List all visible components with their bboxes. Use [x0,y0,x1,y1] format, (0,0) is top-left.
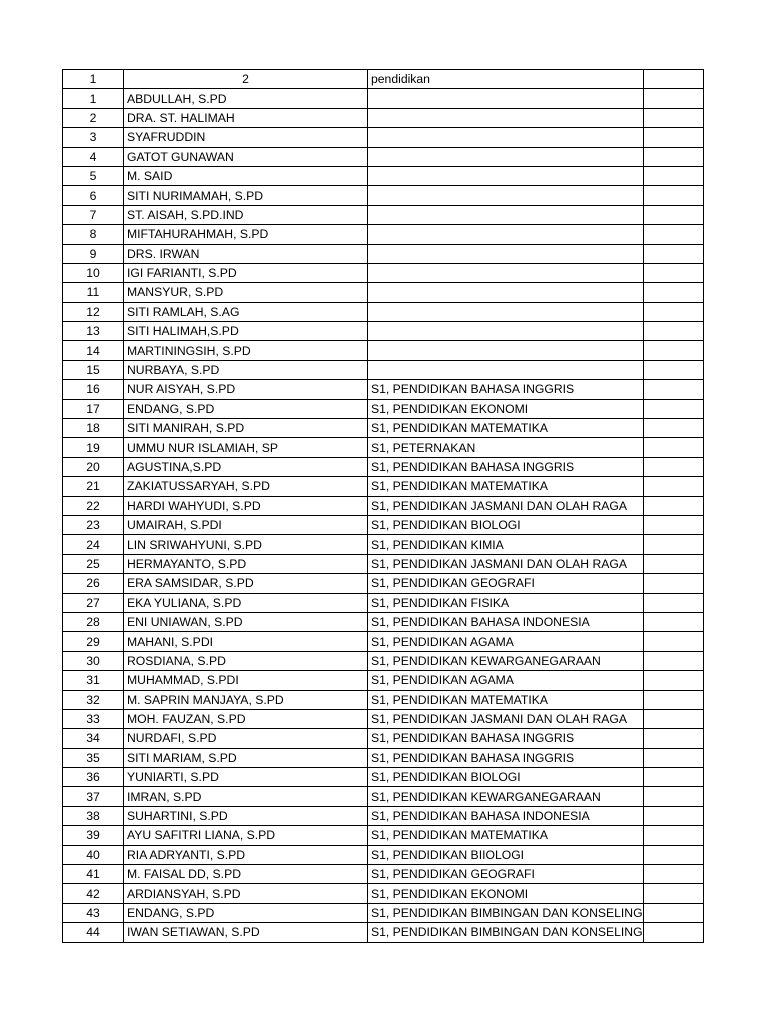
cell-number[interactable]: 35 [63,748,124,767]
cell-education[interactable] [368,322,644,341]
header-cell-education[interactable]: pendidikan [368,70,644,89]
cell-extra[interactable] [643,554,703,573]
table-row [63,147,704,166]
cell-extra[interactable] [643,768,703,787]
table-row [63,845,704,864]
cell-name[interactable]: EKA YULIANA, S.PD [124,593,368,612]
cell-education[interactable] [368,128,644,147]
cell-extra[interactable] [643,244,703,263]
table-row [63,729,704,748]
cell-name[interactable]: IGI FARIANTI, S.PD [124,263,368,282]
cell-number[interactable]: 29 [63,632,124,651]
cell-number[interactable]: 30 [63,651,124,670]
cell-name[interactable]: DRA. ST. HALIMAH [124,108,368,127]
cell-name[interactable]: ST. AISAH, S.PD.IND [124,205,368,224]
cell-number[interactable]: 41 [63,865,124,884]
cell-extra[interactable] [643,283,703,302]
table-row [63,806,704,825]
cell-education[interactable]: S1, PENDIDIKAN GEOGRAFI [368,865,644,884]
cell-extra[interactable] [643,205,703,224]
cell-name[interactable]: M. SAPRIN MANJAYA, S.PD [124,690,368,709]
table-row [63,826,704,845]
cell-number[interactable]: 20 [63,457,124,476]
cell-extra[interactable] [643,128,703,147]
cell-number[interactable]: 37 [63,787,124,806]
cell-education[interactable] [368,186,644,205]
cell-name[interactable]: SITI MARIAM, S.PD [124,748,368,767]
cell-extra[interactable] [643,341,703,360]
cell-name[interactable]: SYAFRUDDIN [124,128,368,147]
cell-education[interactable]: S1, PENDIDIKAN FISIKA [368,593,644,612]
cell-education[interactable]: S1, PENDIDIKAN BAHASA INGGRIS [368,729,644,748]
table-row [63,477,704,496]
cell-education[interactable]: S1, PENDIDIKAN GEOGRAFI [368,574,644,593]
cell-extra[interactable] [643,865,703,884]
cell-name[interactable]: GATOT GUNAWAN [124,147,368,166]
cell-extra[interactable] [643,186,703,205]
cell-number[interactable]: 16 [63,380,124,399]
cell-number[interactable]: 5 [63,166,124,185]
cell-number[interactable]: 28 [63,612,124,631]
table-row [63,574,704,593]
cell-name[interactable]: MAHANI, S.PDI [124,632,368,651]
cell-number[interactable]: 38 [63,806,124,825]
cell-name[interactable]: ENDANG, S.PD [124,399,368,418]
cell-name[interactable]: M. SAID [124,166,368,185]
table-row [63,89,704,108]
cell-number[interactable]: 39 [63,826,124,845]
cell-education[interactable]: S1, PENDIDIKAN AGAMA [368,632,644,651]
cell-extra[interactable] [643,399,703,418]
cell-extra[interactable] [643,477,703,496]
cell-number[interactable]: 11 [63,283,124,302]
cell-number[interactable]: 3 [63,128,124,147]
cell-name[interactable]: YUNIARTI, S.PD [124,768,368,787]
cell-extra[interactable] [643,225,703,244]
cell-name[interactable]: SUHARTINI, S.PD [124,806,368,825]
cell-education[interactable]: S1, PENDIDIKAN JASMANI DAN OLAH RAGA [368,554,644,573]
cell-number[interactable]: 26 [63,574,124,593]
cell-name[interactable]: UMAIRAH, S.PDI [124,515,368,534]
cell-name[interactable]: ENDANG, S.PD [124,903,368,922]
cell-name[interactable]: RIA ADRYANTI, S.PD [124,845,368,864]
cell-education[interactable] [368,166,644,185]
cell-extra[interactable] [643,166,703,185]
cell-extra[interactable] [643,651,703,670]
cell-number[interactable]: 33 [63,709,124,728]
cell-extra[interactable] [643,457,703,476]
cell-extra[interactable] [643,574,703,593]
cell-name[interactable]: NUR AISYAH, S.PD [124,380,368,399]
cell-extra[interactable] [643,438,703,457]
table-row [63,535,704,554]
cell-extra[interactable] [643,729,703,748]
cell-number[interactable]: 34 [63,729,124,748]
cell-number[interactable]: 24 [63,535,124,554]
cell-name[interactable]: HERMAYANTO, S.PD [124,554,368,573]
table-row [63,283,704,302]
cell-number[interactable]: 21 [63,477,124,496]
table-row [63,671,704,690]
cell-education[interactable]: S1, PENDIDIKAN BAHASA INDONESIA [368,806,644,825]
cell-extra[interactable] [643,360,703,379]
cell-education[interactable]: S1, PENDIDIKAN BAHASA INGGRIS [368,457,644,476]
cell-name[interactable]: IWAN SETIAWAN, S.PD [124,923,368,942]
header-row [63,70,704,89]
table-row [63,205,704,224]
table-row [63,108,704,127]
cell-education[interactable] [368,108,644,127]
cell-name[interactable]: M. FAISAL DD, S.PD [124,865,368,884]
cell-name[interactable]: SITI RAMLAH, S.AG [124,302,368,321]
cell-name[interactable]: MANSYUR, S.PD [124,283,368,302]
table-row [63,632,704,651]
table-row [63,709,704,728]
cell-extra[interactable] [643,147,703,166]
cell-extra[interactable] [643,709,703,728]
cell-number[interactable]: 25 [63,554,124,573]
cell-name[interactable]: MARTININGSIH, S.PD [124,341,368,360]
cell-extra[interactable] [643,671,703,690]
cell-extra[interactable] [643,496,703,515]
cell-extra[interactable] [643,302,703,321]
table-body [63,70,704,943]
cell-number[interactable]: 1 [63,89,124,108]
cell-name[interactable]: MIFTAHURAHMAH, S.PD [124,225,368,244]
table-row [63,360,704,379]
table-row [63,263,704,282]
cell-name[interactable]: MOH. FAUZAN, S.PD [124,709,368,728]
cell-number[interactable]: 9 [63,244,124,263]
cell-education[interactable]: S1, PENDIDIKAN BAHASA INDONESIA [368,612,644,631]
cell-name[interactable]: LIN SRIWAHYUNI, S.PD [124,535,368,554]
cell-education[interactable]: S1, PENDIDIKAN KEWARGANEGARAAN [368,651,644,670]
cell-extra[interactable] [643,263,703,282]
cell-extra[interactable] [643,419,703,438]
cell-name[interactable]: ENI UNIAWAN, S.PD [124,612,368,631]
cell-number[interactable]: 23 [63,515,124,534]
cell-name[interactable]: ABDULLAH, S.PD [124,89,368,108]
table-row [63,457,704,476]
cell-number[interactable]: 40 [63,845,124,864]
cell-education[interactable]: S1, PENDIDIKAN EKONOMI [368,884,644,903]
cell-name[interactable]: SITI HALIMAH,S.PD [124,322,368,341]
cell-name[interactable]: IMRAN, S.PD [124,787,368,806]
cell-education[interactable]: S1, PETERNAKAN [368,438,644,457]
table-row [63,166,704,185]
table-row [63,244,704,263]
cell-education[interactable]: S1, PENDIDIKAN AGAMA [368,671,644,690]
table-row [63,593,704,612]
table-row [63,225,704,244]
table-row [63,341,704,360]
header-cell-number[interactable]: 1 [63,70,124,89]
cell-education[interactable]: S1, PENDIDIKAN MATEMATIKA [368,419,644,438]
cell-extra[interactable] [643,806,703,825]
cell-education[interactable]: S1, PENDIDIKAN EKONOMI [368,399,644,418]
cell-extra[interactable] [643,845,703,864]
cell-name[interactable]: NURBAYA, S.PD [124,360,368,379]
cell-name[interactable]: DRS. IRWAN [124,244,368,263]
cell-name[interactable]: AGUSTINA,S.PD [124,457,368,476]
header-cell-name[interactable]: 2 [124,70,368,89]
cell-education[interactable]: S1, PENDIDIKAN MATEMATIKA [368,477,644,496]
cell-education[interactable] [368,263,644,282]
cell-number[interactable]: 32 [63,690,124,709]
cell-number[interactable]: 15 [63,360,124,379]
cell-number[interactable]: 42 [63,884,124,903]
cell-education[interactable] [368,225,644,244]
cell-extra[interactable] [643,826,703,845]
header-cell-extra[interactable] [643,70,703,89]
cell-extra[interactable] [643,787,703,806]
cell-name[interactable]: NURDAFI, S.PD [124,729,368,748]
cell-number[interactable]: 22 [63,496,124,515]
cell-name[interactable]: ZAKIATUSSARYAH, S.PD [124,477,368,496]
cell-extra[interactable] [643,535,703,554]
cell-number[interactable]: 12 [63,302,124,321]
cell-education[interactable]: S1, PENDIDIKAN MATEMATIKA [368,826,644,845]
table-row [63,612,704,631]
table-row [63,186,704,205]
cell-name[interactable]: ERA SAMSIDAR, S.PD [124,574,368,593]
cell-extra[interactable] [643,593,703,612]
cell-extra[interactable] [643,89,703,108]
table-row [63,768,704,787]
table-row [63,515,704,534]
table-row [63,380,704,399]
cell-number[interactable]: 10 [63,263,124,282]
cell-education[interactable] [368,147,644,166]
cell-number[interactable]: 18 [63,419,124,438]
cell-number[interactable]: 8 [63,225,124,244]
cell-education[interactable] [368,244,644,263]
cell-number[interactable]: 4 [63,147,124,166]
table-row [63,128,704,147]
table-row [63,748,704,767]
cell-number[interactable]: 43 [63,903,124,922]
table-row [63,923,704,942]
cell-extra[interactable] [643,903,703,922]
table-row [63,690,704,709]
cell-number[interactable]: 2 [63,108,124,127]
cell-education[interactable]: S1, PENDIDIKAN KIMIA [368,535,644,554]
cell-education[interactable]: S1, PENDIDIKAN BIOLOGI [368,768,644,787]
cell-name[interactable]: ROSDIANA, S.PD [124,651,368,670]
cell-name[interactable]: HARDI WAHYUDI, S.PD [124,496,368,515]
cell-education[interactable]: S1, PENDIDIKAN BIMBINGAN DAN KONSELING [368,903,644,922]
cell-number[interactable]: 19 [63,438,124,457]
cell-name[interactable]: SITI MANIRAH, S.PD [124,419,368,438]
cell-education[interactable]: S1, PENDIDIKAN BIIOLOGI [368,845,644,864]
table-row [63,438,704,457]
cell-education[interactable]: S1, PENDIDIKAN BIMBINGAN DAN KONSELING [368,923,644,942]
cell-education[interactable]: S1, PENDIDIKAN JASMANI DAN OLAH RAGA [368,709,644,728]
cell-extra[interactable] [643,515,703,534]
cell-education[interactable] [368,341,644,360]
table-row [63,903,704,922]
cell-education[interactable]: S1, PENDIDIKAN BIOLOGI [368,515,644,534]
cell-extra[interactable] [643,612,703,631]
cell-extra[interactable] [643,380,703,399]
table-row [63,419,704,438]
cell-education[interactable]: S1, PENDIDIKAN BAHASA INGGRIS [368,748,644,767]
cell-name[interactable]: ARDIANSYAH, S.PD [124,884,368,903]
cell-number[interactable]: 44 [63,923,124,942]
table-row [63,302,704,321]
cell-extra[interactable] [643,322,703,341]
cell-name[interactable]: UMMU NUR ISLAMIAH, SP [124,438,368,457]
cell-number[interactable]: 7 [63,205,124,224]
cell-education[interactable] [368,205,644,224]
cell-name[interactable]: MUHAMMAD, S.PDI [124,671,368,690]
cell-extra[interactable] [643,632,703,651]
cell-number[interactable]: 6 [63,186,124,205]
cell-education[interactable]: S1, PENDIDIKAN BAHASA INGGRIS [368,380,644,399]
table-row [63,884,704,903]
cell-number[interactable]: 14 [63,341,124,360]
table-row [63,787,704,806]
cell-name[interactable]: SITI NURIMAMAH, S.PD [124,186,368,205]
spreadsheet-sheet [62,69,704,943]
cell-number[interactable]: 27 [63,593,124,612]
table-row [63,554,704,573]
cell-extra[interactable] [643,108,703,127]
cell-extra[interactable] [643,690,703,709]
cell-education[interactable] [368,283,644,302]
cell-number[interactable]: 31 [63,671,124,690]
cell-number[interactable]: 17 [63,399,124,418]
cell-education[interactable] [368,89,644,108]
cell-name[interactable]: AYU SAFITRI LIANA, S.PD [124,826,368,845]
cell-education[interactable]: S1, PENDIDIKAN MATEMATIKA [368,690,644,709]
cell-education[interactable] [368,360,644,379]
table-row [63,865,704,884]
cell-education[interactable]: S1, PENDIDIKAN KEWARGANEGARAAN [368,787,644,806]
cell-extra[interactable] [643,884,703,903]
cell-education[interactable]: S1, PENDIDIKAN JASMANI DAN OLAH RAGA [368,496,644,515]
cell-number[interactable]: 13 [63,322,124,341]
cell-extra[interactable] [643,923,703,942]
cell-extra[interactable] [643,748,703,767]
teacher-table [62,69,704,943]
cell-number[interactable]: 36 [63,768,124,787]
table-row [63,322,704,341]
table-row [63,651,704,670]
table-row [63,496,704,515]
cell-education[interactable] [368,302,644,321]
table-row [63,399,704,418]
